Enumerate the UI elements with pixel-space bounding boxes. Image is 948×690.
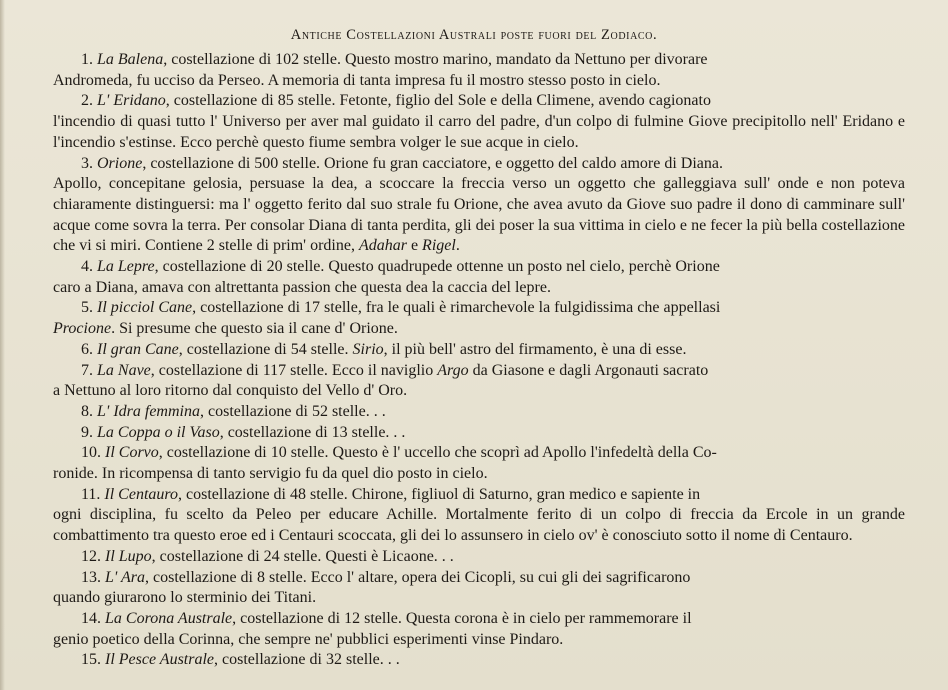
constellation-name: L' Idra femmina [97, 402, 200, 420]
constellation-name: L' Ara [105, 568, 146, 586]
entry-number: 3. [81, 154, 93, 172]
constellation-name: Orione [97, 154, 143, 172]
entry-text: l'incendio di quasi tutto l' Universo per aver mal guidato il carro del padre, d'un colpo di fulmine Giove precipitollo nell' Eridano e l'incendio s'estinse. Ecco perchè questo fiume sembra volger le sue acque in cielo. [53, 113, 905, 151]
constellation-name: Il Corvo [105, 444, 159, 462]
entry-number: 6. [81, 340, 93, 358]
entry-text: , costellazione di 85 stelle. Fetonte, figlio del Sole e della Climene, avendo cagionato [165, 92, 711, 110]
entry-4 [53, 257, 905, 298]
page-body [53, 50, 905, 671]
entry-text: , costellazione di 20 stelle. Questo quadrupede ottenne un posto nel cielo, perchè Orione [154, 258, 720, 276]
entry-text: , costellazione di 24 stelle. Questi è Licaone. . . [151, 547, 454, 565]
constellation-name: Il picciol Cane [97, 299, 193, 317]
entry-1 [53, 50, 905, 91]
entry-15 [53, 650, 905, 671]
entry-11 [53, 485, 905, 547]
entry-number: 14. [81, 609, 101, 627]
entry-number: 10. [81, 444, 101, 462]
entry-text: , costellazione di 13 stelle. . . [219, 423, 406, 441]
constellation-name: La Coppa o il Vaso [97, 423, 220, 441]
entry-text: , costellazione di 52 stelle. . . [199, 402, 386, 420]
star-name: Adahar [358, 237, 407, 255]
entry-text: , costellazione di 17 stelle, fra le quali è rimarchevole la fulgidissima che appellasi [192, 299, 721, 317]
entry-number: 11. [81, 485, 101, 503]
entry-text: da Giasone e dagli Argonauti sacrato [468, 361, 709, 379]
entry-9 [53, 423, 905, 444]
entry-number: 15. [81, 651, 101, 669]
constellation-name: Il Centauro [104, 485, 179, 503]
entry-2 [53, 91, 905, 153]
entry-14 [53, 609, 905, 650]
entry-text: , costellazione di 500 stelle. Orione fu gran cacciatore, e oggetto del caldo amore di Diana. [142, 154, 723, 172]
entry-text: , costellazione di 102 stelle. Questo mostro marino, mandato da Nettuno per divorare [163, 51, 708, 68]
entry-number: 1. [81, 51, 93, 68]
entry-text: ogni disciplina, fu scelto da Peleo per educare Achille. Mortalmente ferito di un colpo di freccia da Ercole in un grande combattimento tra questo eroe ed i Centauri scoccata, gli dei lo assunsero in cielo ov' è conosciuto sotto il nome di Centauro. [53, 506, 905, 545]
entry-text: e [406, 237, 423, 255]
entry-text: Apollo, concepitane gelosia, persuase la dea, a scoccare la freccia verso un oggetto che galleggiava sull' onde e non poteva chiaramente distinguersi: ma l' oggetto ferito dal suo strale fu Orione, che avea avuto da Giove suo padre il dono di camminare sull' acque come sovra la terra. Per consolar Diana di tanta perdita, gli dei poser la sua vittima in cielo e ne fecer la più bella costellazione che vi si miri. Contiene 2 stelle di prim' ordine, [53, 175, 905, 255]
constellation-name: La Nave [97, 361, 151, 379]
star-name: Rigel [422, 237, 456, 255]
entry-number: 9. [81, 423, 93, 441]
ship-name: Argo [437, 361, 469, 379]
constellation-name: Il gran Cane [97, 340, 179, 358]
constellation-name: La Balena [97, 51, 164, 68]
entry-5 [53, 298, 905, 339]
entry-text: a Nettuno al loro ritorno dal conquisto del Vello d' Oro. [53, 382, 408, 400]
entry-text: . [455, 237, 460, 255]
constellation-name: La Lepre [97, 258, 155, 276]
star-name: Sirio [352, 340, 384, 358]
entry-number: 5. [81, 299, 93, 317]
entry-text: , costellazione di 12 stelle. Questa corona è in cielo per rammemorare il [232, 609, 692, 627]
entry-text: quando giurarono lo sterminio dei Titani. [53, 589, 317, 607]
constellation-name: L' Eridano [97, 92, 166, 110]
constellation-name: Il Pesce Australe [105, 651, 215, 669]
entry-text: ronide. In ricompensa di tanto servigio fu da quel dio posto in cielo. [53, 465, 488, 483]
entry-number: 4. [81, 258, 93, 276]
star-name: Procione [53, 320, 112, 338]
entry-3 [53, 154, 905, 258]
entry-6 [53, 340, 905, 361]
entry-text: , costellazione di 32 stelle. . . [214, 651, 400, 669]
entry-10 [53, 443, 905, 484]
entry-12 [53, 547, 905, 568]
entry-text: , costellazione di 48 stelle. Chirone, figliuol di Saturno, gran medico e sapiente in [178, 485, 701, 503]
entry-text: , il più bell' astro del firmamento, è una di esse. [383, 340, 687, 358]
entry-text: . Si presume che questo sia il cane d' Orione. [111, 320, 398, 338]
entry-8 [53, 402, 905, 423]
page-edge-shadow [0, 0, 5, 690]
entry-text: genio poetico della Corinna, che sempre ne' pubblici esperimenti vinse Pindaro. [53, 630, 564, 648]
constellation-name: Il Lupo [105, 547, 152, 565]
constellation-name: La Corona Australe [105, 609, 233, 627]
entry-number: 13. [81, 568, 101, 586]
entry-text: Andromeda, fu ucciso da Perseo. A memoria di tanta impresa fu il mostro stesso posto in cielo. [53, 71, 661, 89]
entry-text: caro a Diana, amava con altrettanta passion che questa dea la caccia del lepre. [53, 278, 551, 296]
entry-text: , costellazione di 54 stelle. [178, 340, 353, 358]
entry-text: , costellazione di 117 stelle. Ecco il naviglio [150, 361, 438, 379]
entry-13 [53, 568, 905, 609]
entry-number: 7. [81, 361, 93, 379]
entry-number: 2. [81, 92, 93, 110]
entry-7 [53, 361, 905, 402]
entry-text: , costellazione di 8 stelle. Ecco l' altare, opera dei Cicopli, su cui gli dei sagrificarono [145, 568, 691, 586]
entry-text: , costellazione di 10 stelle. Questo è l' uccello che scoprì ad Apollo l'infedeltà della Co- [158, 444, 717, 462]
entry-number: 8. [81, 402, 93, 420]
entry-number: 12. [81, 547, 101, 565]
page-title: Antiche Costellazioni Australi poste fuori del Zodiaco. [290, 27, 658, 43]
